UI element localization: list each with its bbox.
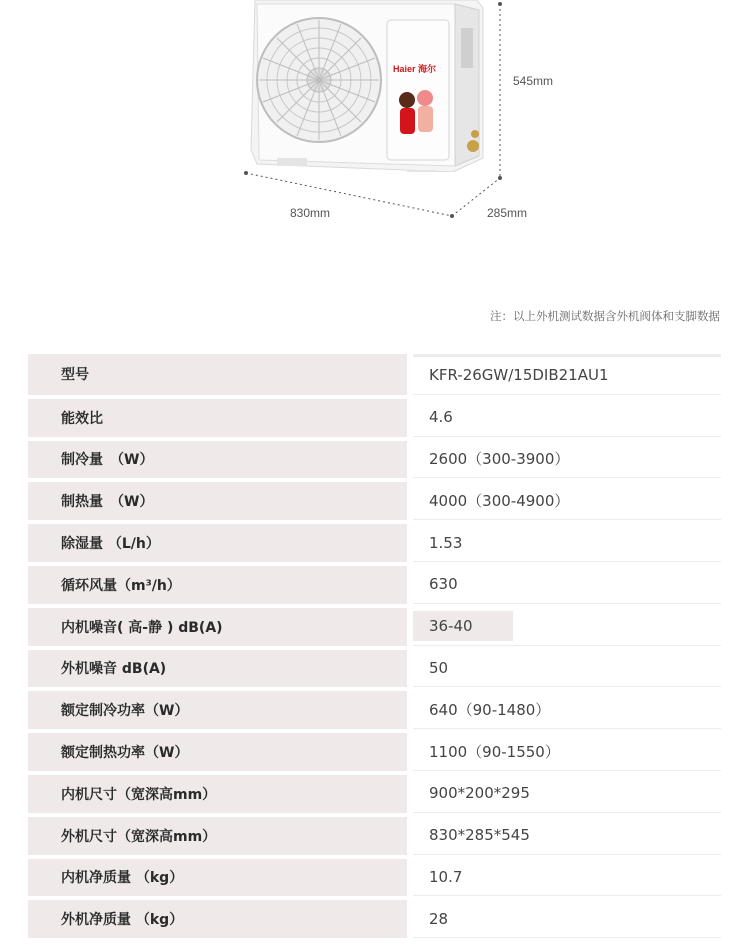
- spec-value: 50: [429, 658, 449, 677]
- spec-value-cell: [413, 566, 721, 604]
- spec-label: 制热量 （W）: [28, 482, 407, 520]
- spec-label: 内机噪音( 高-静 ) dB(A): [28, 608, 407, 646]
- spec-value-cell: [413, 608, 721, 646]
- spec-row: [28, 859, 721, 897]
- spec-row: [28, 691, 721, 729]
- spec-label: 内机尺寸（宽深高mm）: [28, 775, 407, 813]
- spec-value: 830*285*545: [429, 826, 530, 845]
- spec-value: 1.53: [429, 533, 463, 552]
- spec-value: 640（90-1480）: [429, 701, 551, 720]
- spec-value-cell: [413, 859, 721, 897]
- spec-value-cell: [413, 354, 721, 395]
- spec-value: 2600（300-3900）: [429, 450, 570, 469]
- spec-value: 28: [429, 909, 449, 928]
- spec-value: KFR-26GW/15DIB21AU1: [429, 366, 609, 385]
- spec-value-cell: [413, 650, 721, 688]
- spec-value: 900*200*295: [429, 784, 530, 803]
- spec-value-cell: [413, 900, 721, 938]
- spec-row: [28, 441, 721, 479]
- spec-value-cell: [413, 441, 721, 479]
- spec-label: 外机尺寸（宽深高mm）: [28, 817, 407, 855]
- spec-row: [28, 524, 721, 562]
- spec-value: 4.6: [429, 408, 453, 427]
- spec-label: 内机净质量 （kg）: [28, 859, 407, 897]
- spec-value-cell: [413, 691, 721, 729]
- svg-text:Haier 海尔: Haier 海尔: [393, 64, 437, 74]
- spec-value-cell: [413, 399, 721, 437]
- spec-value: 4000（300-4900）: [429, 492, 570, 511]
- spec-label: 额定制热功率（W）: [28, 733, 407, 771]
- width-dimension: 830mm: [290, 206, 331, 220]
- spec-value-cell: [413, 817, 721, 855]
- spec-row: [28, 775, 721, 813]
- spec-value-cell: [413, 775, 721, 813]
- spec-row: [28, 566, 721, 604]
- product-image-area: [0, 0, 750, 300]
- spec-label: 额定制冷功率（W）: [28, 691, 407, 729]
- dimension-lines: [0, 0, 750, 230]
- spec-row: [28, 482, 721, 520]
- spec-label: 循环风量（m³/h）: [28, 566, 407, 604]
- spec-row: [28, 817, 721, 855]
- spec-label: 制冷量 （W）: [28, 441, 407, 479]
- spec-value-cell: [413, 524, 721, 562]
- spec-label: 外机噪音 dB(A): [28, 650, 407, 688]
- spec-row: [28, 354, 721, 395]
- spec-row: [28, 733, 721, 771]
- spec-row: [28, 399, 721, 437]
- spec-row: [28, 900, 721, 938]
- spec-label: 外机净质量 （kg）: [28, 900, 407, 938]
- spec-label: 能效比: [28, 399, 407, 437]
- height-dimension: 545mm: [513, 74, 554, 88]
- depth-dimension: 285mm: [487, 206, 528, 220]
- spec-value: 36-40: [413, 611, 513, 641]
- spec-value-cell: [413, 482, 721, 520]
- spec-label: 型号: [28, 354, 407, 395]
- test-data-note: 注：以上外机测试数据含外机阀体和支脚数据: [490, 309, 720, 323]
- spec-table: [28, 350, 721, 942]
- spec-value: 630: [429, 575, 458, 594]
- spec-value: 1100（90-1550）: [429, 743, 560, 762]
- spec-value: 10.7: [429, 867, 463, 886]
- spec-value-cell: [413, 733, 721, 771]
- spec-row: [28, 608, 721, 646]
- spec-row: [28, 650, 721, 688]
- spec-label: 除湿量 （L/h）: [28, 524, 407, 562]
